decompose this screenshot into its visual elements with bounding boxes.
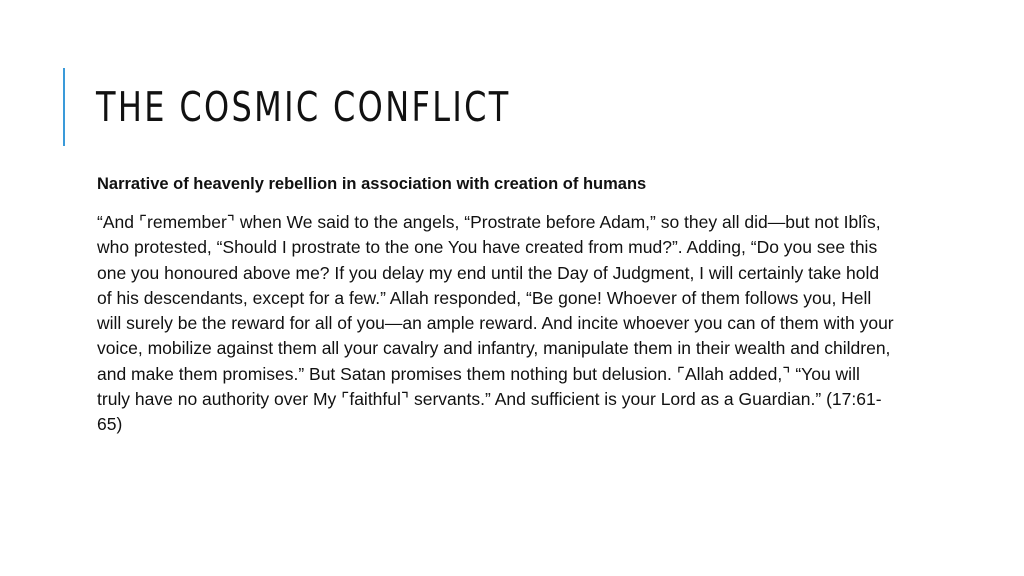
slide-title: THE COSMIC CONFLICT — [96, 83, 511, 131]
quote-paragraph: “And ⌜remember⌝ when We said to the angels, “Prostrate before Adam,” so they all did—but not Iblîs, who protested, “Should I prostrate to the one You have created from mud?”. Adding, “Do you see this one you honoured above me? If you delay my end until the Day of Judgment, I will certainly take hold of his descendants, except for a few.” Allah responded, “Be gone! Whoever of them follows you, Hell will surely be the reward for all of you—an ample reward. And incite whoever you can of them with your voice, mobilize against them all your cavalry and infantry, manipulate them in their wealth and children, and make them promises.” But Satan promises them nothing but delusion. ⌜Allah added,⌝ “You will truly have no authority over My ⌜faithful⌝ servants.” And sufficient is your Lord as a Guardian.” (17:61-65) — [97, 212, 894, 435]
subheading: Narrative of heavenly rebellion in association with creation of humans — [97, 175, 647, 193]
title-accent-bar — [63, 68, 65, 146]
slide-content — [97, 172, 897, 438]
